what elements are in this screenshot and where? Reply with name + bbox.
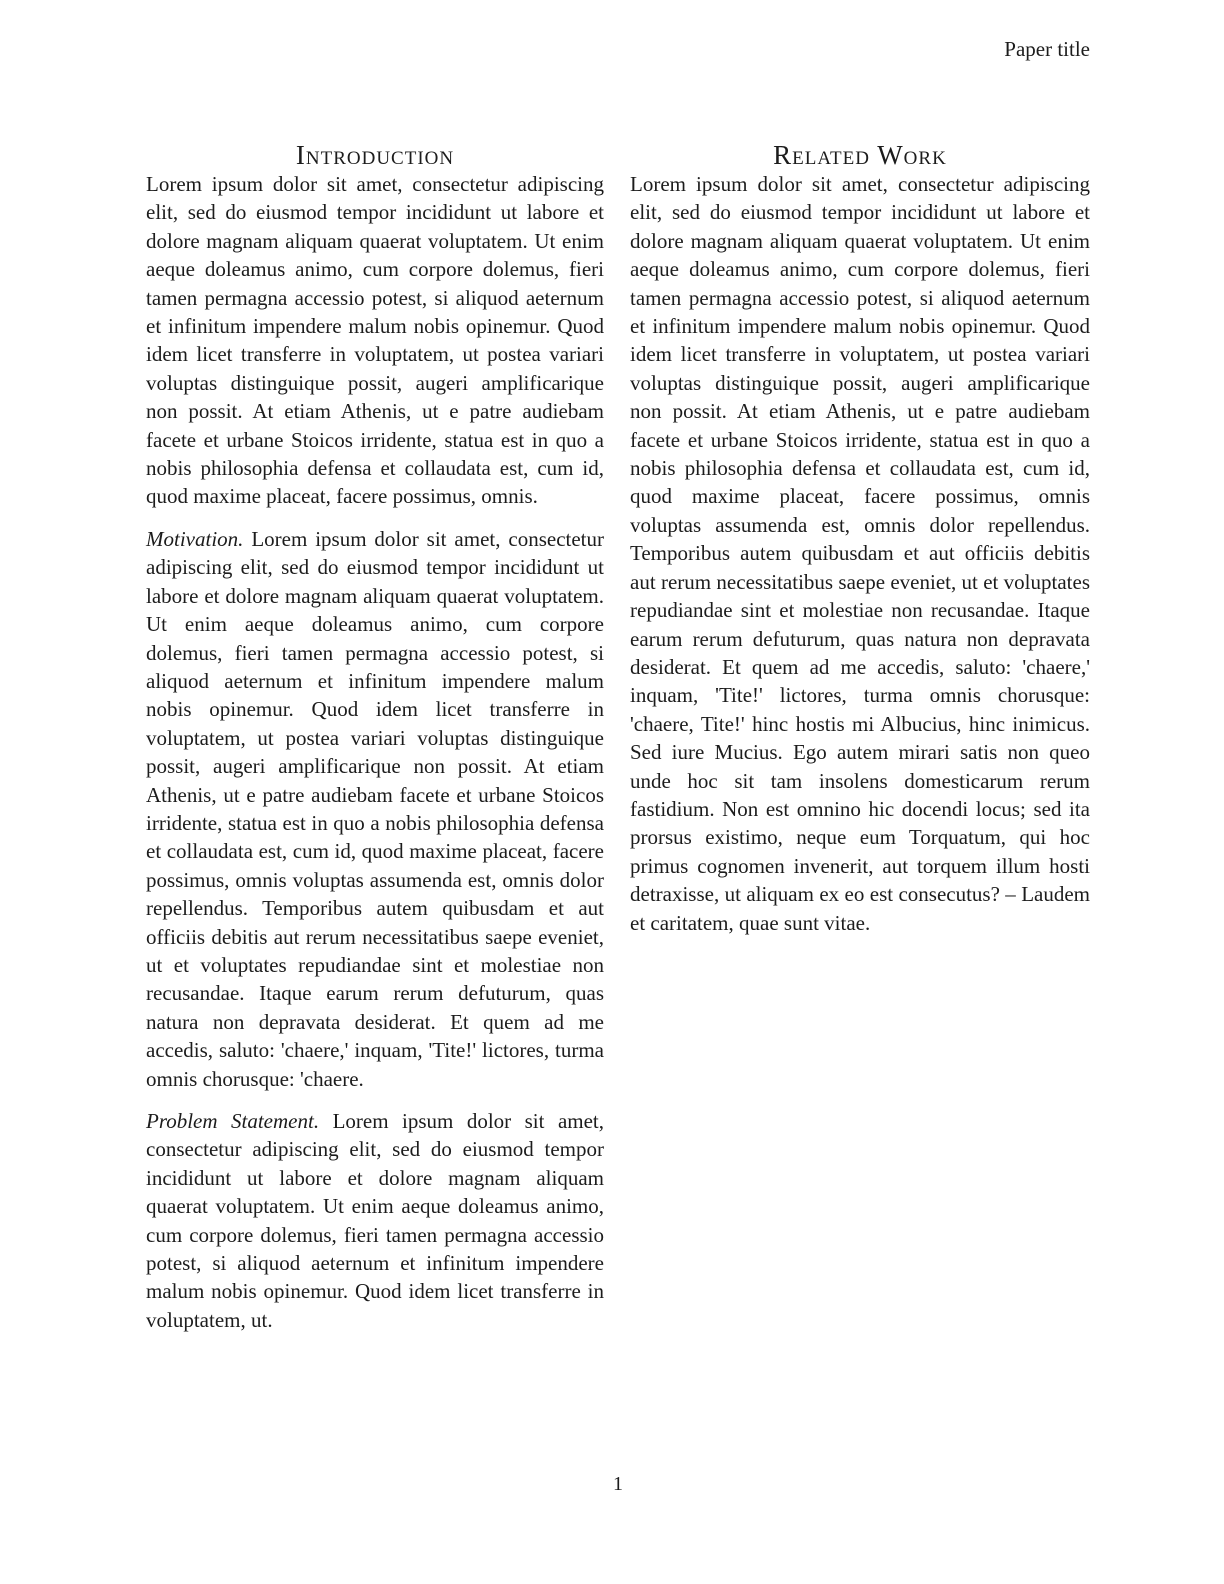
problem-statement-paragraph xyxy=(146,1107,604,1334)
running-header xyxy=(146,37,1090,61)
paragraph-text: Lorem ipsum dolor sit amet, consectetur adipiscing elit, sed do eiusmod tempor incididunt ut labore et dolore magnam aliquam quaerat voluptatem. Ut enim aeque doleamus animo, cum corpore dolemus, fieri tamen permagna accessio potest, si aliquod aeternum et infinitum impendere malum nobis opinemur. Quod idem licet transferre in voluptatem, ut postea variari voluptas distinguique possit, augeri amplificarique non possit. At etiam Athenis, ut e patre audiebam facete et urbane Stoicos irridente, statua est in quo a nobis philosophia defensa et collaudata est, cum id, quod maxime placeat, facere possimus, omnis voluptas assumenda est, omnis dolor repellendus. Temporibus autem quibusdam et aut officiis debitis aut rerum necessitatibus saepe eveniet, ut et voluptates repudiandae sint et molestiae non recusandae. Itaque earum rerum defuturum, quas natura non depravata desiderat. Et quem ad me accedis, saluto: 'chaere,' inquam, 'Tite!' lictores, turma omnis chorusque: 'chaere, Tite!' hinc hostis mi Albucius, hinc inimicus. Sed iure Mucius. Ego autem mirari satis non queo unde hoc sit tam insolens domesticarum rerum fastidium. Non est omnino hic docendi locus; sed ita prorsus existimo, neque eum Torquatum, qui hoc primus cognomen invenerit, aut torquem illum hosti detraxisse, ut aliquam ex eo est consecutus? – Laudem et caritatem, quae sunt vitae. xyxy=(630,172,1090,935)
section-heading-introduction: Introduction xyxy=(295,140,455,170)
paper-title: Paper title xyxy=(1004,37,1090,61)
introduction-paragraph xyxy=(146,170,604,511)
related-work-paragraph xyxy=(630,170,1090,937)
problem-statement-lead-in: Problem Statement. xyxy=(146,1109,320,1133)
motivation-paragraph xyxy=(146,525,604,1093)
section-heading-related-work: Related Work xyxy=(773,140,947,170)
page-number: 1 xyxy=(613,1473,623,1495)
motivation-lead-in: Motivation. xyxy=(146,526,244,551)
right-column xyxy=(630,140,1090,937)
paragraph-text: Lorem ipsum dolor sit amet, consectetur adipiscing elit, sed do eiusmod tempor incididunt ut labore et dolore magnam aliquam quaerat voluptatem. Ut enim aeque doleamus animo, cum corpore dolemus, fieri tamen permagna accessio potest, si aliquod aeternum et infinitum impendere malum nobis opinemur. Quod idem licet transferre in voluptatem, ut postea variari voluptas distinguique possit, augeri amplificarique non possit. At etiam Athenis, ut e patre audiebam facete et urbane Stoicos irridente, statua est in quo a nobis philosophia defensa et collaudata est, cum id, quod maxime placeat, facere possimus, omnis. xyxy=(146,172,604,509)
left-column xyxy=(146,140,604,1334)
paragraph-text: Lorem ipsum dolor sit amet, consectetur adipiscing elit, sed do eiusmod tempor incididunt ut labore et dolore magnam aliquam quaerat voluptatem. Ut enim aeque doleamus animo, cum corpore dolemus, fieri tamen permagna accessio potest, si aliquod aeternum et infinitum impendere malum nobis opinemur. Quod idem licet transferre in voluptatem, ut. xyxy=(146,1109,605,1332)
paragraph-text: Lorem ipsum dolor sit amet, consectetur adipiscing elit, sed do eiusmod tempor incididunt ut labore et dolore magnam aliquam quaerat voluptatem. Ut enim aeque doleamus animo, cum corpore dolemus, fieri tamen permagna accessio potest, si aliquod aeternum et infinitum impendere malum nobis opinemur. Quod idem licet transferre in voluptatem, ut postea variari voluptas distinguique possit, augeri amplificarique non possit. At etiam Athenis, ut e patre audiebam facete et urbane Stoicos irridente, statua est in quo a nobis philosophia defensa et collaudata est, cum id, quod maxime placeat, facere possimus, omnis voluptas assumenda est, omnis dolor repellendus. Temporibus autem quibusdam et aut officiis debitis aut rerum necessitatibus saepe eveniet, ut et voluptates repudiandae sint et molestiae non recusandae. Itaque earum rerum defuturum, quas natura non depravata desiderat. Et quem ad me accedis, saluto: 'chaere,' inquam, 'Tite!' lictores, turma omnis chorusque: 'chaere. xyxy=(146,526,604,1091)
